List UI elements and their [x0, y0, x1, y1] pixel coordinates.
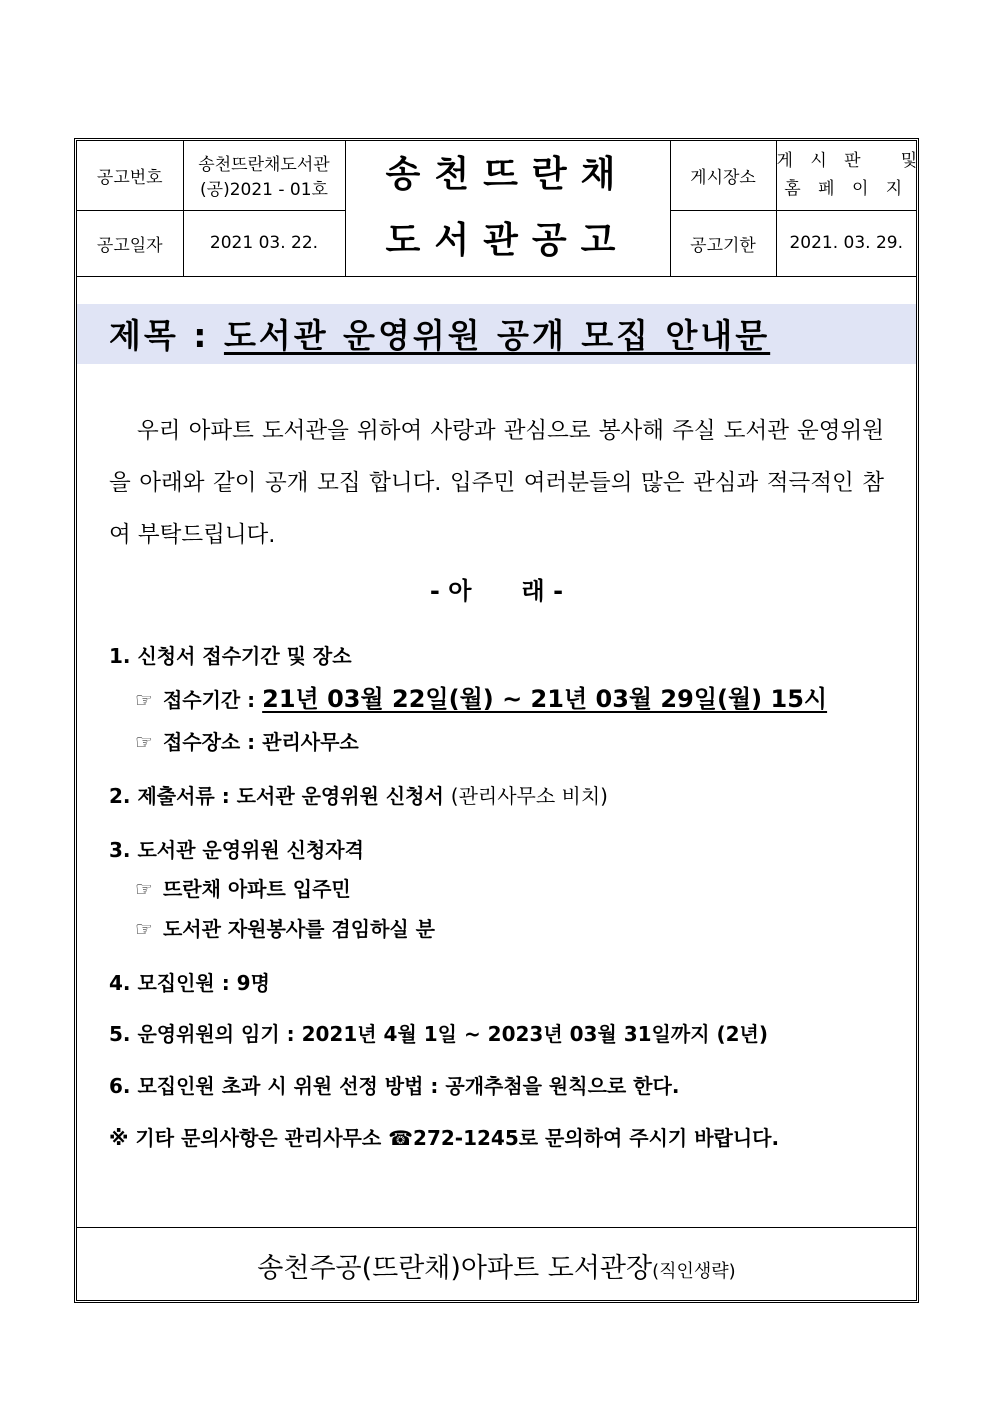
hand-pointer-icon: ☞: [135, 877, 153, 901]
item-1-period: [135, 679, 827, 714]
header-table: [77, 141, 924, 277]
subject-text: 도서관 운영위원 공개 모집 안내문: [223, 316, 771, 355]
issuer-name: 송천주공(뜨란채)아파트 도서관장: [257, 1253, 653, 1284]
intro-paragraph: [109, 405, 884, 561]
item-2-text: 2. 제출서류 : 도서관 운영위원 신청서: [109, 784, 451, 808]
item-2: [109, 780, 608, 809]
subject-band: [77, 304, 916, 364]
item-1-place: [135, 726, 359, 755]
hand-pointer-icon: ☞: [135, 730, 153, 754]
hand-pointer-icon: ☞: [135, 917, 153, 941]
issuer-signature: [77, 1246, 916, 1285]
notice-title-cell: [345, 141, 670, 276]
item-1-place-text: 접수장소 : 관리사무소: [162, 730, 359, 754]
item-2-note: (관리사무소 비치): [450, 784, 608, 808]
post-place-label: 게시장소: [670, 141, 776, 210]
item-1: 1. 신청서 접수기간 및 장소: [109, 644, 352, 668]
subject-title: [109, 310, 770, 357]
item-3-qual-2-text: 도서관 자원봉사를 겸임하실 분: [162, 917, 435, 941]
footer: [77, 1227, 916, 1302]
deadline-label: 공고기한: [670, 210, 776, 276]
item-3-qual-2: [135, 913, 435, 942]
notice-no-line1: 송천뜨란채도서관: [198, 155, 330, 176]
inquiry-note: ※ 기타 문의사항은 관리사무소 ☎272-1245로 문의하여 주시기 바랍니다.: [109, 1126, 780, 1150]
post-place-value: [776, 141, 924, 210]
section-title: - 아 래 -: [429, 577, 564, 605]
item-3-qual-1-text: 뜨란채 아파트 입주민: [162, 877, 351, 901]
notice-no-value: [183, 141, 345, 210]
item-1-period-label: 접수기간 :: [162, 688, 263, 712]
item-3: 3. 도서관 운영위원 신청자격: [109, 838, 364, 862]
post-place-line2: 홈 페 이 지: [784, 179, 909, 200]
hand-pointer-icon: ☞: [135, 688, 153, 712]
post-place-line1: 게 시 판 및: [776, 151, 924, 172]
seal-note: (직인생략): [652, 1261, 736, 1282]
notice-frame: [74, 138, 924, 1303]
item-4: 4. 모집인원 : 9명: [109, 971, 270, 995]
subject-prefix: 제목 :: [109, 316, 224, 355]
notice-no-line2: (공)2021 - 01호: [200, 180, 328, 201]
notice-title-line1: 송천뜨란채: [385, 154, 630, 196]
item-3-qual-1: [135, 873, 351, 902]
notice-date-value: 2021 03. 22.: [183, 210, 345, 276]
deadline-value: 2021. 03. 29.: [776, 210, 916, 276]
item-5: 5. 운영위원의 임기 : 2021년 4월 1일 ~ 2023년 03월 31일까지 (2년): [109, 1022, 769, 1046]
intro-text: 우리 아파트 도서관을 위하여 사랑과 관심으로 봉사해 주실 도서관 운영위원을 아래와 같이 공개 모집 합니다. 입주민 여러분들의 많은 관심과 적극적인 참여 부탁드립니다.: [109, 418, 884, 548]
item-6: 6. 모집인원 초과 시 위원 선정 방법 : 공개추첨을 원칙으로 한다.: [109, 1074, 680, 1098]
notice-title-line2: 도서관공고: [385, 220, 630, 262]
notice-date-label: 공고일자: [77, 210, 183, 276]
notice-no-label: 공고번호: [77, 141, 183, 210]
item-1-period-value: 21년 03월 22일(월) ~ 21년 03월 29일(월) 15시: [262, 685, 828, 713]
